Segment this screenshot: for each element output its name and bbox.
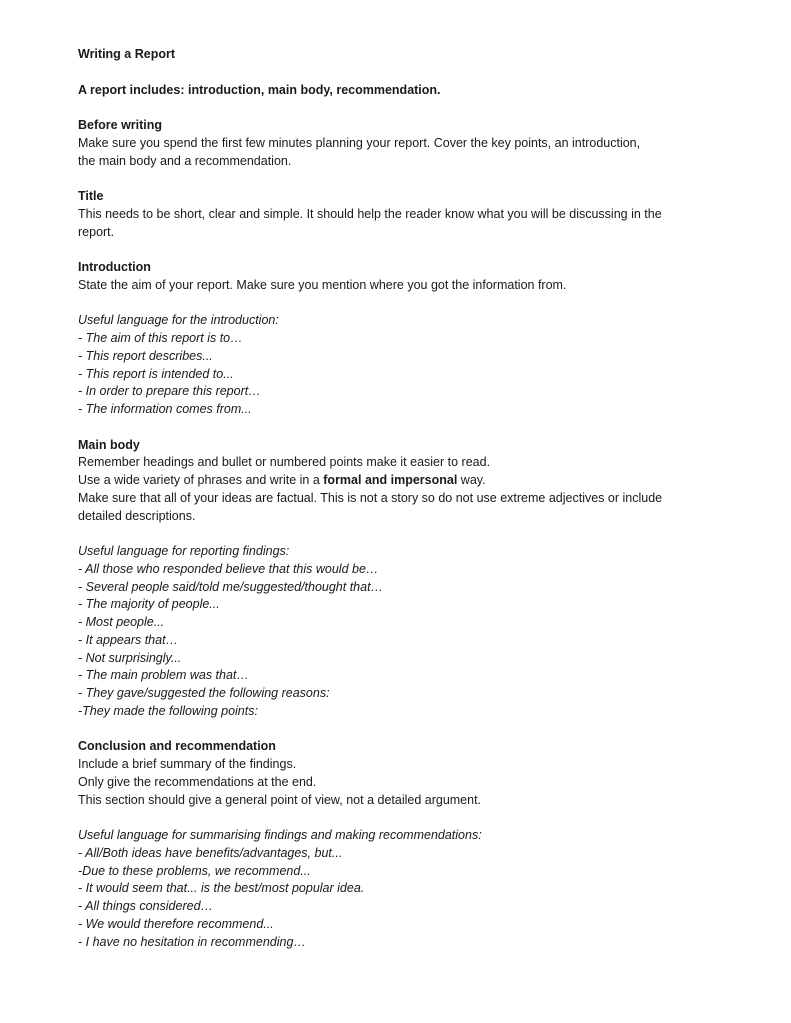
- findings-phrase-item: - Not surprisingly...: [78, 650, 182, 665]
- findings-phrase-item: - The majority of people...: [78, 597, 220, 612]
- introduction-phrase-item: - This report is intended to...: [78, 366, 234, 381]
- spacer: [78, 241, 718, 259]
- recommendation-phrase-item: -Due to these problems, we recommend...: [78, 863, 311, 878]
- conclusion-line: This section should give a general point of view, not a detailed argument.: [78, 792, 482, 807]
- main-body-line: detailed descriptions.: [78, 508, 196, 523]
- before-writing-line: the main body and a recommendation.: [78, 153, 292, 168]
- introduction-heading: Introduction: [78, 260, 151, 274]
- spacer: [78, 721, 718, 739]
- main-body-text: way.: [457, 473, 486, 487]
- main-body-line: [78, 472, 718, 490]
- findings-phrase-item: - The main problem was that…: [78, 668, 249, 683]
- document-page: [78, 46, 718, 951]
- recommendation-phrase-item: - I have no hesitation in recommending…: [78, 934, 306, 949]
- introduction-phrase-item: - This report describes...: [78, 348, 213, 363]
- spacer: [78, 525, 718, 543]
- introduction-useful-heading: Useful language for the introduction:: [78, 313, 279, 328]
- spacer: [78, 419, 718, 437]
- report-summary: A report includes: introduction, main body, recommendation.: [78, 82, 441, 97]
- title-section-line: This needs to be short, clear and simple. It should help the reader know what you will be discussing in the: [78, 206, 662, 221]
- main-body-line: Make sure that all of your ideas are factual. This is not a story so do not use extreme adjectives or include: [78, 490, 663, 505]
- findings-phrase-item: -They made the following points:: [78, 703, 258, 718]
- document-title: Writing a Report: [78, 47, 175, 61]
- spacer: [78, 99, 718, 117]
- title-section-heading: Title: [78, 189, 104, 203]
- title-section-line: report.: [78, 224, 115, 239]
- before-writing-line: Make sure you spend the first few minutes planning your report. Cover the key points, an introduction,: [78, 135, 641, 150]
- recommendation-phrase-item: - It would seem that... is the best/most popular idea.: [78, 881, 365, 896]
- findings-phrase-item: - They gave/suggested the following reasons:: [78, 686, 330, 700]
- conclusion-line: Include a brief summary of the findings.: [78, 757, 297, 771]
- introduction-phrase-item: - The information comes from...: [78, 402, 252, 416]
- introduction-phrase-item: - In order to prepare this report…: [78, 384, 261, 399]
- recommendation-phrase-item: - All things considered…: [78, 899, 214, 913]
- findings-phrase-item: - It appears that…: [78, 632, 179, 647]
- spacer: [78, 295, 718, 313]
- spacer: [78, 64, 718, 82]
- main-body-line: Remember headings and bullet or numbered points make it easier to read.: [78, 455, 491, 470]
- introduction-line: State the aim of your report. Make sure you mention where you got the information from.: [78, 277, 567, 292]
- recommendation-phrase-item: - We would therefore recommend...: [78, 916, 274, 931]
- main-body-heading: Main body: [78, 437, 140, 452]
- spacer: [78, 809, 718, 827]
- spacer: [78, 170, 718, 188]
- before-writing-heading: Before writing: [78, 118, 163, 132]
- main-body-text: Use a wide variety of phrases and write in a: [78, 473, 324, 487]
- introduction-phrase-item: - The aim of this report is to…: [78, 331, 243, 345]
- conclusion-line: Only give the recommendations at the end.: [78, 774, 317, 789]
- main-body-emphasis: formal and impersonal: [323, 473, 458, 487]
- conclusion-heading: Conclusion and recommendation: [78, 739, 276, 754]
- recommendations-useful-heading: Useful language for summarising findings and making recommendations:: [78, 828, 482, 842]
- findings-phrase-item: - Several people said/told me/suggested/thought that…: [78, 579, 384, 594]
- findings-phrase-item: - All those who responded believe that this would be…: [78, 561, 379, 576]
- recommendation-phrase-item: - All/Both ideas have benefits/advantages, but...: [78, 845, 343, 860]
- findings-phrase-item: - Most people...: [78, 615, 165, 629]
- findings-useful-heading: Useful language for reporting findings:: [78, 544, 290, 558]
